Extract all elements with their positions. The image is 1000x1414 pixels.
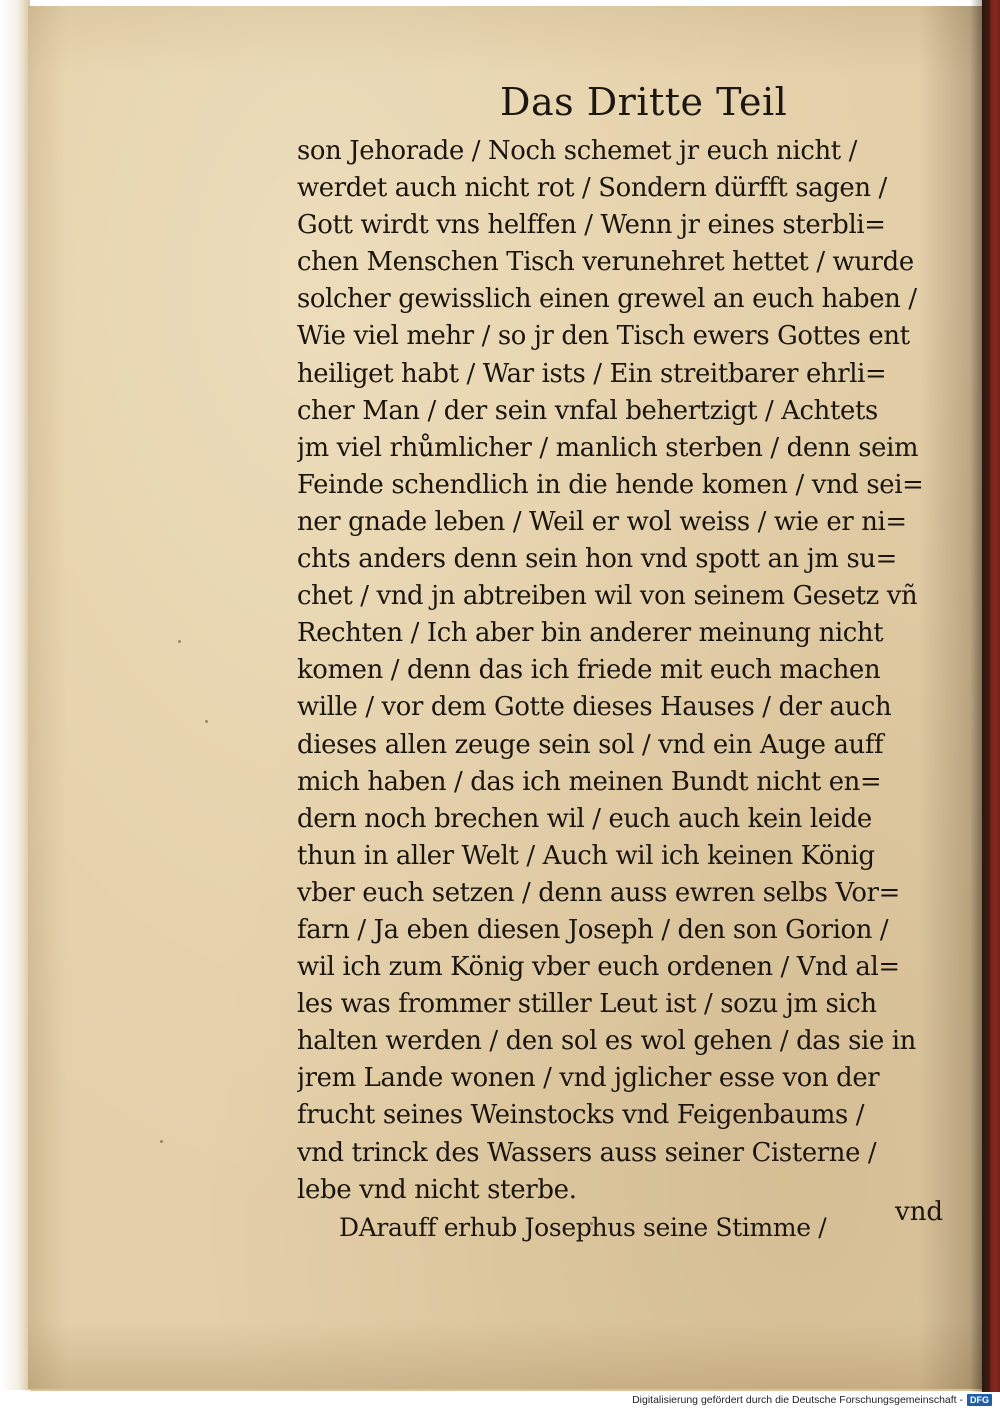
text-line: frucht seines Weinstocks vnd Feigenbaums / [297, 1100, 865, 1131]
text-line: werdet auch nicht rot / Sondern dürfft sagen / [297, 173, 887, 204]
paper-speck [160, 1140, 163, 1143]
running-head: Das Dritte Teil [500, 80, 788, 124]
digitization-credit [632, 1394, 992, 1406]
dfg-logo: DFG [967, 1394, 992, 1406]
text-line: farn / Ja eben diesen Joseph / den son Gorion / [297, 914, 889, 945]
text-line: solcher gewisslich einen grewel an euch haben / [297, 284, 917, 315]
text-line: wille / vor dem Gotte dieses Hauses / der auch [297, 692, 892, 723]
text-line: komen / denn das ich friede mit euch machen [297, 655, 881, 686]
text-line: jrem Lande wonen / vnd jglicher esse von der [297, 1063, 880, 1094]
text-line: wil ich zum König vber euch ordenen / Vnd al= [297, 952, 900, 983]
text-line: Feinde schendlich in die hende komen / vnd sei= [297, 469, 924, 500]
text-line: dieses allen zeuge sein sol / vnd ein Auge auff [297, 729, 884, 760]
text-line: heiliget habt / War ists / Ein streitbarer ehrli= [297, 358, 887, 389]
text-line: vnd trinck des Wassers auss seiner Cisterne / [297, 1137, 877, 1168]
credit-text: Digitalisierung gefördert durch die Deutsche Forschungsgemeinschaft - [632, 1394, 963, 1406]
text-line: lebe vnd nicht sterbe. [297, 1174, 577, 1205]
text-line: chen Menschen Tisch verunehret hettet / wurde [297, 247, 914, 278]
text-line: son Jehorade / Noch schemet jr euch nicht / [297, 136, 857, 166]
text-line: cher Man / der sein vnfal behertzigt / Achtets [297, 395, 878, 426]
text-line: vber euch setzen / denn auss ewren selbs Vor= [297, 877, 900, 908]
text-line: halten werden / den sol es wol gehen / das sie in [297, 1026, 916, 1057]
paper-speck [178, 640, 181, 643]
body-text [297, 133, 969, 1246]
text-line: thun in aller Welt / Auch wil ich keinen König [297, 840, 875, 871]
text-line: mich haben / das ich meinen Bundt nicht en= [297, 766, 882, 797]
text-line: chet / vnd jn abtreiben wil von seinem Gesetz vñ [297, 581, 918, 612]
paper-speck [205, 720, 208, 723]
text-line: chts anders denn sein hon vnd spott an jm su= [297, 544, 897, 575]
text-line: les was frommer stiller Leut ist / sozu jm sich [297, 989, 877, 1020]
text-line: jm viel rhůmlicher / manlich sterben / denn seim [297, 432, 919, 463]
page-edge-shadow [970, 0, 990, 1392]
text-line: ner gnade leben / Weil er wol weiss / wie er ni= [297, 506, 907, 537]
gutter-shadow [0, 0, 30, 1390]
text-line: Wie viel mehr / so jr den Tisch ewers Gottes ent [297, 321, 910, 352]
text-line: Rechten / Ich aber bin anderer meinung nicht [297, 618, 884, 649]
text-line: dern noch brechen wil / euch auch kein leide [297, 803, 872, 834]
text-line: DArauff erhub Josephus seine Stimme / [339, 1212, 827, 1242]
catchword: vnd [895, 1197, 944, 1227]
text-line: Gott wirdt vns helffen / Wenn jr eines sterbli= [297, 210, 886, 241]
